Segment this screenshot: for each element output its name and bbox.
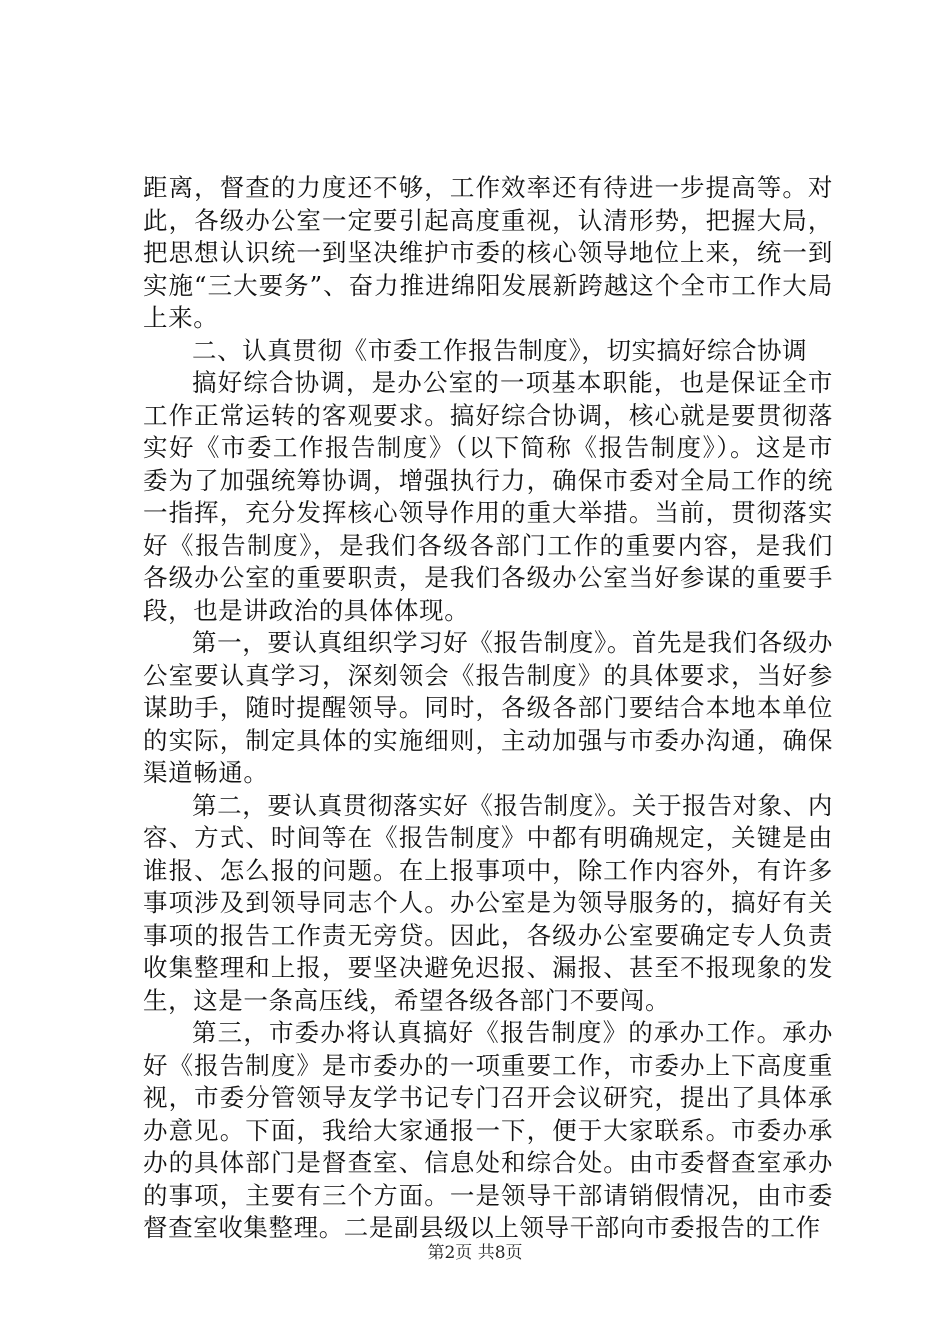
paragraph: 第三，市委办将认真搞好《报告制度》的承办工作。承办好《报告制度》是市委办的一项重要工作，市委办上下高度重视，市委分管领导友学书记专门召开会议研究，提出了具体承办意见。下面，我给大家通报一下，便于大家联系。市委办承办的具体部门是督查室、信息处和综合处。由市委督查室承办的事项，主要有三个方面。一是领导干部请销假情况，由市委督查室收集整理。二是副县级以上领导干部向市委报告的工作 <box>143 1018 833 1242</box>
page-number-footer: 第2页 共8页 <box>427 1243 523 1263</box>
paragraph: 搞好综合协调，是办公室的一项基本职能，也是保证全市工作正常运转的客观要求。搞好综合协调，核心就是要贯彻落实好《市委工作报告制度》（以下简称《报告制度》）。这是市委为了加强统筹协调，增强执行力，确保市委对全局工作的统一指挥，充分发挥核心领导作用的重大举措。当前，贯彻落实好《报告制度》，是我们各级各部门工作的重要内容，是我们各级办公室的重要职责，是我们各级办公室当好参谋的重要手段，也是讲政治的具体体现。 <box>143 368 833 625</box>
paragraph: 第一，要认真组织学习好《报告制度》。首先是我们各级办公室要认真学习，深刻领会《报告制度》的具体要求，当好参谋助手，随时提醒领导。同时，各级各部门要结合本地本单位的实际，制定具体的实施细则，主动加强与市委办沟通，确保渠道畅通。 <box>143 628 833 787</box>
section-heading: 二、认真贯彻《市委工作报告制度》，切实搞好综合协调 <box>192 335 808 365</box>
paragraph-continuation: 距离，督查的力度还不够，工作效率还有待进一步提高等。对此，各级办公室一定要引起高度重视，认清形势，把握大局，把思想认识统一到坚决维护市委的核心领导地位上来，统一到实施“三大要务”、奋力推进绵阳发展新跨越这个全市工作大局上来。 <box>143 173 833 332</box>
document-body <box>143 172 833 1245</box>
paragraph: 第二，要认真贯彻落实好《报告制度》。关于报告对象、内容、方式、时间等在《报告制度》中都有明确规定，关键是由谁报、怎么报的问题。在上报事项中，除工作内容外，有许多事项涉及到领导同志个人。办公室是为领导服务的，搞好有关事项的报告工作责无旁贷。因此，各级办公室要确定专人负责收集整理和上报，要坚决避免迟报、漏报、甚至不报现象的发生，这是一条高压线，希望各级各部门不要闯。 <box>143 790 833 1015</box>
